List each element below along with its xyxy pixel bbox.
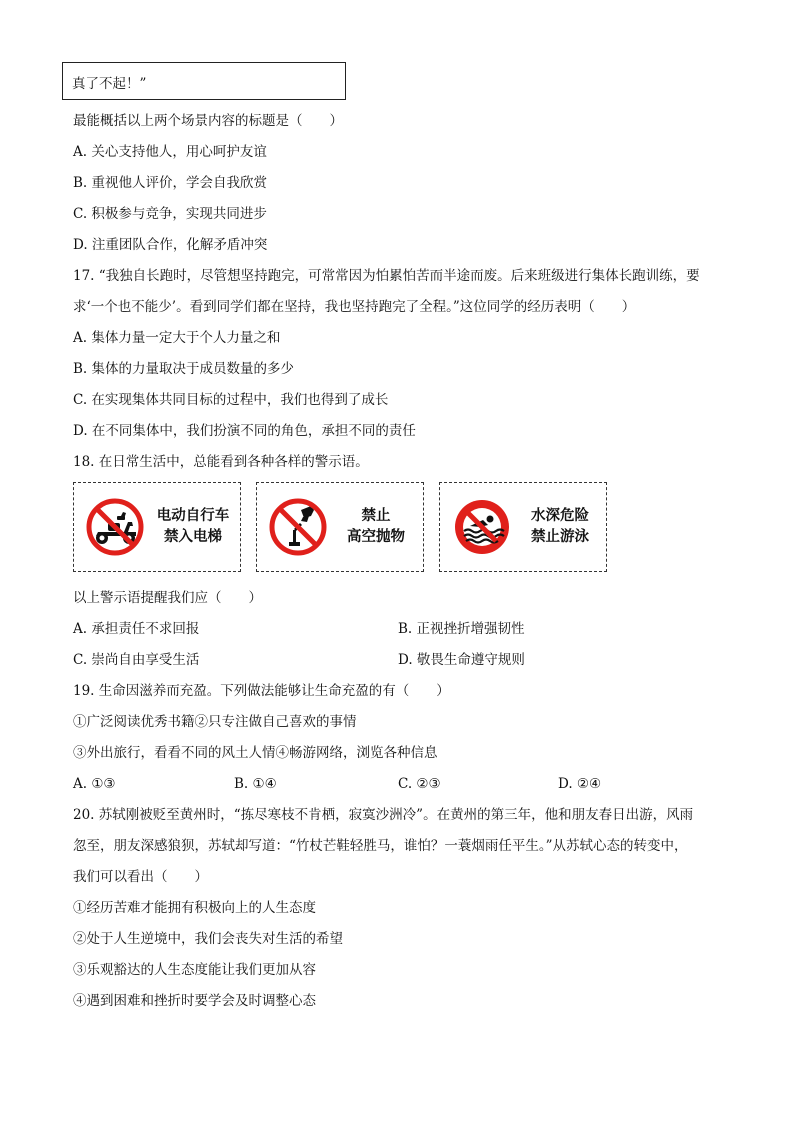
warning-sign-ebike: [73, 482, 241, 572]
q17-option-d: D. 在不同集体中，我们扮演不同的角色，承担不同的责任: [73, 423, 416, 439]
q16-option-a: A. 关心支持他人，用心呵护友谊: [73, 144, 267, 160]
q19-option-d: D. ②④: [558, 776, 602, 792]
q16-option-b: B. 重视他人评价，学会自我欣赏: [73, 175, 268, 191]
sign-throwing-line1: 禁止: [361, 508, 391, 524]
q16-option-c: C. 积极参与竞争，实现共同进步: [73, 206, 267, 222]
warning-sign-swimming: [439, 482, 607, 572]
q20-item-3: ③乐观豁达的人生态度能让我们更加从容: [73, 962, 316, 978]
q17-option-b: B. 集体的力量取决于成员数量的多少: [73, 361, 295, 377]
q20-item-1: ①经历苦难才能拥有积极向上的人生态度: [73, 900, 316, 916]
sign-swimming-line2: 禁止游泳: [531, 529, 589, 545]
q19-option-a: A. ①③: [73, 776, 116, 792]
q19-item-1: ①广泛阅读优秀书籍②只专注做自己喜欢的事情: [73, 714, 357, 730]
no-ebike-icon: [84, 496, 146, 558]
q19-option-c: C. ②③: [398, 776, 441, 792]
q18-option-b: B. 正视挫折增强韧性: [398, 621, 525, 637]
q16-option-d: D. 注重团队合作，化解矛盾冲突: [73, 237, 268, 253]
q17-option-a: A. 集体力量一定大于个人力量之和: [73, 330, 281, 346]
q20-stem-line3: 我们可以看出（ ）: [73, 869, 208, 885]
previous-question-text: 真了不起！”: [72, 76, 147, 92]
q18-option-a: A. 承担责任不求回报: [73, 621, 200, 637]
q20-stem-line2: 忽至，朋友深感狼狈，苏轼却写道：“竹杖芒鞋轻胜马，谁怕？一蓑烟雨任平生。”从苏轼心态的转变中，: [73, 838, 688, 854]
q18-stem: 18. 在日常生活中，总能看到各种各样的警示语。: [73, 454, 369, 470]
q20-item-2: ②处于人生逆境中，我们会丧失对生活的希望: [73, 931, 343, 947]
sign-swimming-line1: 水深危险: [531, 508, 589, 524]
q19-item-2: ③外出旅行，看看不同的风土人情④畅游网络，浏览各种信息: [73, 745, 438, 761]
previous-question-box: [62, 62, 346, 100]
q18-option-c: C. 崇尚自由享受生活: [73, 652, 200, 668]
q16-stem: 最能概括以上两个场景内容的标题是（ ）: [73, 113, 343, 129]
q19-stem: 19. 生命因滋养而充盈。下列做法能够让生命充盈的有（ ）: [73, 683, 450, 699]
sign-ebike-line2: 禁入电梯: [164, 529, 222, 545]
q20-stem-line1: 20. 苏轼刚被贬至黄州时，“拣尽寒枝不肯栖，寂寞沙洲冷”。在黄州的第三年，他和朋友春日出游，风雨: [73, 807, 694, 823]
sign-ebike-line1: 电动自行车: [156, 508, 230, 524]
q17-stem-line1: 17. “我独自长跑时，尽管想坚持跑完，可常常因为怕累怕苦而半途而废。后来班级进行集体长跑训练，要: [73, 268, 700, 284]
q18-option-d: D. 敬畏生命遵守规则: [398, 652, 525, 668]
q17-option-c: C. 在实现集体共同目标的过程中，我们也得到了成长: [73, 392, 389, 408]
warning-sign-throwing: [256, 482, 424, 572]
q20-item-4: ④遇到困难和挫折时要学会及时调整心态: [73, 993, 316, 1009]
q18-after-text: 以上警示语提醒我们应（ ）: [73, 590, 262, 606]
q19-option-b: B. ①④: [234, 776, 277, 792]
no-swimming-icon: [450, 496, 514, 558]
q17-stem-line2: 求‘一个也不能少’。看到同学们都在坚持，我也坚持跑完了全程。”这位同学的经历表明（ ）: [73, 299, 636, 315]
sign-throwing-line2: 高空抛物: [347, 529, 405, 545]
no-throwing-icon: [267, 496, 329, 558]
